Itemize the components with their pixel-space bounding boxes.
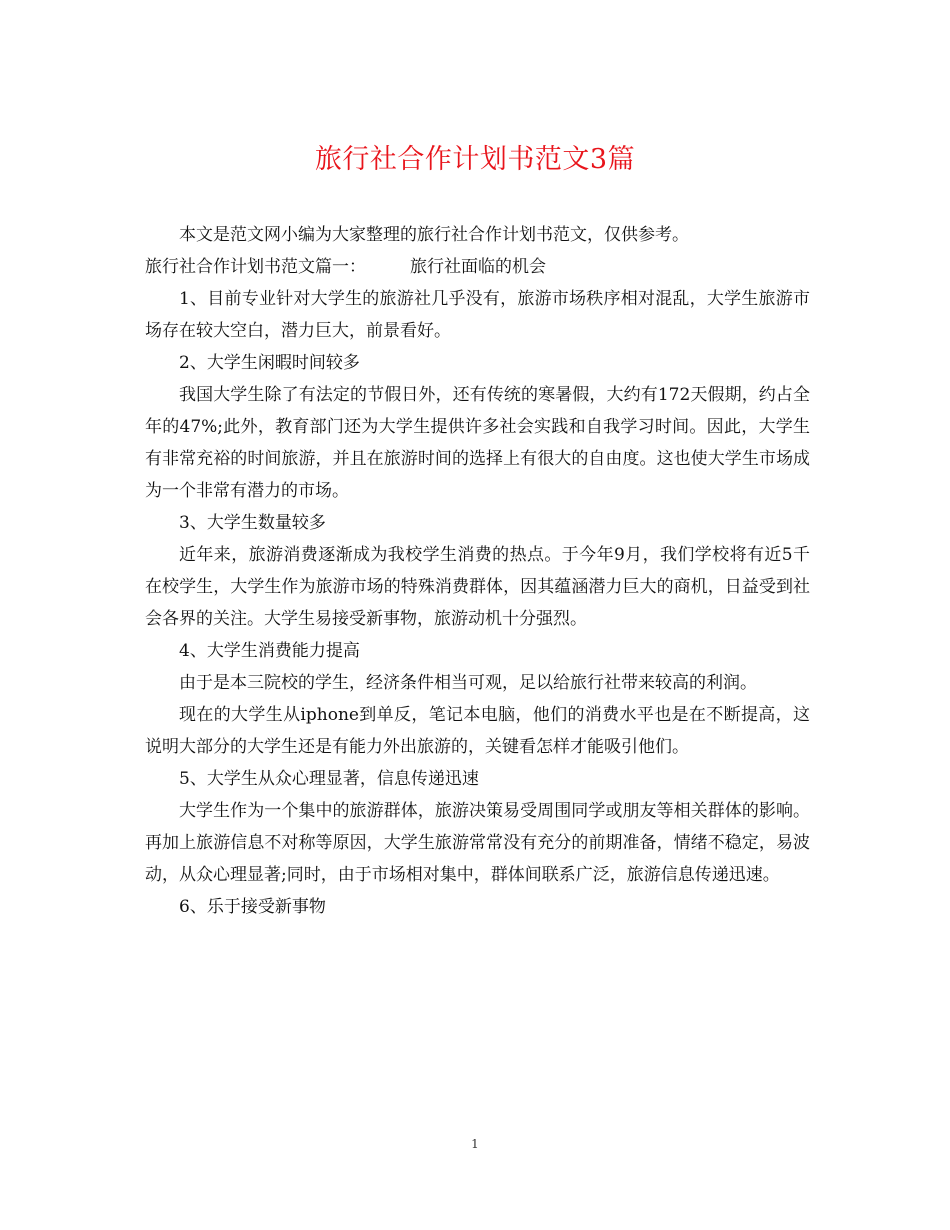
document-title: 旅行社合作计划书范文3篇 [314, 144, 636, 175]
paragraph-4a: 由于是本三院校的学生，经济条件相当可观，足以给旅行社带来较高的利润。 [179, 673, 757, 693]
intro-paragraph: 本文是范文网小编为大家整理的旅行社合作计划书范文，仅供参考。 [179, 225, 689, 245]
paragraph-5: 大学生作为一个集中的旅游群体，旅游决策易受周围同学或朋友等相关群体的影响。再加上旅游信息不对称等原因，大学生旅游常常没有充分的前期准备，情绪不稳定，易波动，从众心理显著;同时，由于市场相对集中，群体间联系广泛，旅游信息传递迅速。 [145, 801, 810, 885]
paragraph-4b: 现在的大学生从iphone到单反，笔记本电脑，他们的消费水平也是在不断提高，这说明大部分的大学生还是有能力外出旅游的，关键看怎样才能吸引他们。 [145, 705, 810, 757]
document-body [145, 219, 810, 923]
heading-6: 6、乐于接受新事物 [179, 897, 326, 917]
heading-4: 4、大学生消费能力提高 [179, 641, 360, 661]
section-label: 旅行社合作计划书范文篇一： [145, 257, 366, 277]
section-line [145, 251, 810, 283]
paragraph-3: 近年来，旅游消费逐渐成为我校学生消费的热点。于今年9月，我们学校将有近5千在校学生，大学生作为旅游市场的特殊消费群体，因其蕴涵潜力巨大的商机，日益受到社会各界的关注。大学生易接受新事物，旅游动机十分强烈。 [145, 545, 810, 629]
page-number: 1 [471, 1137, 479, 1151]
paragraph-2: 我国大学生除了有法定的节假日外，还有传统的寒暑假，大约有172天假期，约占全年的47%;此外，教育部门还为大学生提供许多社会实践和自我学习时间。因此，大学生有非常充裕的时间旅游，并且在旅游时间的选择上有很大的自由度。这也使大学生市场成为一个非常有潜力的市场。 [145, 385, 810, 501]
paragraph-1: 1、目前专业针对大学生的旅游社几乎没有，旅游市场秩序相对混乱，大学生旅游市场存在较大空白，潜力巨大，前景看好。 [145, 289, 810, 341]
heading-2: 2、大学生闲暇时间较多 [179, 353, 360, 373]
heading-3: 3、大学生数量较多 [179, 513, 326, 533]
section-heading: 旅行社面临的机会 [410, 257, 546, 277]
heading-5: 5、大学生从众心理显著，信息传递迅速 [179, 769, 479, 789]
